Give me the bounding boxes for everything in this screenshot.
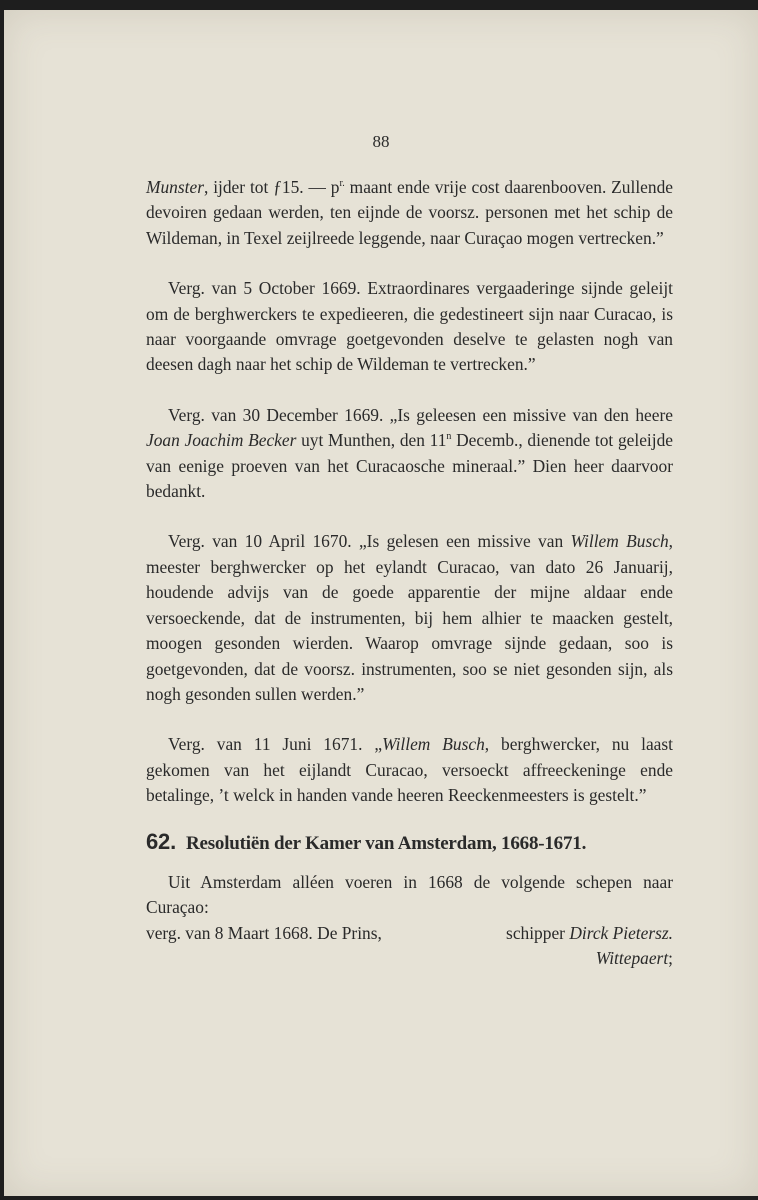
- book-page: [4, 10, 758, 1196]
- paragraph-3-text-a: Verg. van 30 December 1669. „Is geleesen een missive van den heere: [168, 404, 673, 425]
- ship-entry: [146, 921, 673, 946]
- name-willem-busch: Willem Busch: [570, 531, 669, 552]
- superscript-r: r.: [339, 178, 345, 189]
- superscript-n: n: [446, 431, 452, 443]
- paragraph-1-text-a: , ijder tot ƒ15. — p: [203, 177, 340, 197]
- ship-entry-captain: [506, 921, 673, 946]
- captain-name: Dirck Pietersz.: [569, 922, 673, 943]
- name-willem-busch-2: Willem Busch: [382, 734, 485, 755]
- paragraph-5: [146, 732, 673, 808]
- name-munster: Munster: [146, 177, 204, 197]
- paragraph-1: [146, 175, 673, 251]
- paragraph-4-text-b: , meester berghwercker op het eylandt Curacao, van dato 26 Januarij, houdende advijs van de goede apparentie der mijne aldaar ende versoeckende, dat de instrumenten, bij hem alhier te maacken gestelt, moogen gesonden wierden. Waarop omvrage sijnde gedaan, soo is goetgevonden, dat de voorsz. instrumenten, soo se niet gesonden sijn, als nogh gesonden sullen werden.”: [146, 531, 674, 704]
- paragraph-5-text-b: , berghwercker, nu laast gekomen van het eijlandt Curacao, versoeckt affreeckeninge ende betalinge, ’t welck in handen vande heeren Reeckenmeesters is gestelt.”: [146, 734, 673, 806]
- paragraph-4: [146, 529, 673, 707]
- captain-surname: Wittepaert: [595, 948, 669, 969]
- paragraph-1-text-b: maant ende vrije cost daarenbooven. Zullende devoiren gedaan werden, ten eijnde de voorsz. personen met het schip de Wildeman, in Texel zeijlreede leggende, naar Curaçao mogen vertrecken.”: [146, 177, 673, 248]
- page-number: 88: [372, 132, 390, 151]
- semicolon: ;: [668, 948, 673, 969]
- ship-entry-continued: [146, 946, 673, 971]
- paragraph-4-text-a: Verg. van 10 April 1670. „Is gelesen een missive van: [168, 531, 571, 552]
- section-title: Resolutiën der Kamer van Amsterdam, 1668-1671.: [185, 832, 587, 854]
- paragraph-3: [146, 403, 673, 505]
- paragraph-3-text-c: Decemb., dienende tot geleijde van eenige proeven van het Curacaosche mineraal.” Dien heer daarvoor bedankt.: [146, 430, 673, 502]
- captain-label: schipper: [506, 922, 570, 943]
- text-block: [146, 175, 673, 972]
- paragraph-3-text-b: uyt Munthen, den 11: [296, 430, 447, 451]
- section-number: 62.: [146, 828, 176, 854]
- paragraph-5-text-a: Verg. van 11 Juni 1671. „: [168, 734, 383, 755]
- section-heading: [146, 829, 673, 856]
- ship-entry-date: verg. van 8 Maart 1668. De Prins,: [146, 922, 382, 943]
- paragraph-2: Verg. van 5 October 1669. Extraordinares vergaaderinge sijnde geleijt om de berghwerckers te expedieeren, die gedestineert sijn naar Curacao, is naar voorgaande omvrage goetgevonden deselve te gelasten nogh van deesen dagh naar het schip de Wildeman te vertrecken.”: [146, 278, 673, 375]
- paragraph-6: Uit Amsterdam alléen voeren in 1668 de volgende schepen naar Curaçao:: [146, 871, 673, 918]
- name-joan-joachim-becker: Joan Joachim Becker: [146, 430, 297, 451]
